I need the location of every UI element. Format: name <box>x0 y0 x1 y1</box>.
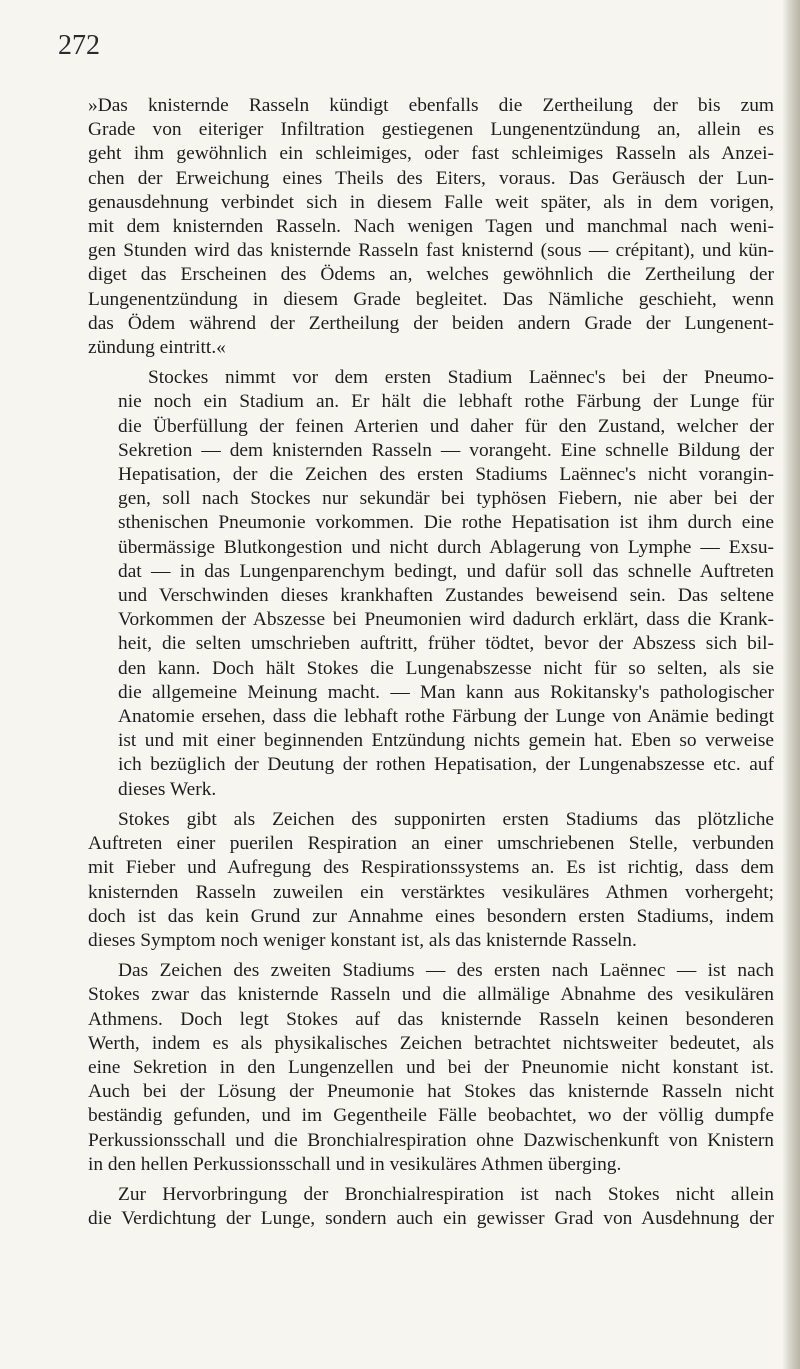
text-line: die allgemeine Meinung macht. — Man kann aus Rokitansky's pathologischer <box>118 681 774 703</box>
text-line: ich bezüglich der Deutung der rothen Hepatisation, der Lungenabszesse etc. auf <box>118 754 774 776</box>
text-line: eine Sekretion in den Lungenzellen und bei der Pneunomie nicht konstant ist. <box>88 1056 774 1078</box>
text-line: Hepatisation, der die Zeichen des ersten Stadiums Laënnec's nicht vorangin- <box>118 464 774 486</box>
text-line: Zur Hervorbringung der Bronchialrespiration ist nach Stokes nicht allein <box>118 1183 774 1205</box>
body-text <box>88 94 774 1231</box>
text-line: mit dem knisternden Rasseln. Nach wenigen Tagen und manchmal nach weni- <box>88 216 774 238</box>
text-line: geht ihm gewöhnlich ein schleimiges, oder fast schleimiges Rasseln als Anzei- <box>88 143 774 165</box>
paragraph-stockes <box>88 366 774 802</box>
text-line: doch ist das kein Grund zur Annahme eines besondern ersten Stadiums, indem <box>88 905 774 927</box>
text-line: Vorkommen der Abszesse bei Pneumonien wird dadurch erklärt, dass die Krank- <box>118 609 774 631</box>
text-line: gen Stunden wird das knisternde Rasseln fast knisternd (sous — crépitant), und kün- <box>88 240 774 262</box>
text-line: mit Fieber und Aufregung des Respirationssystems an. Es ist richtig, dass dem <box>88 857 774 879</box>
text-line: dieses Symptom noch weniger konstant ist, als das knisternde Rasseln. <box>88 929 637 951</box>
paragraph-stokes-first-stage <box>88 808 774 953</box>
text-line: Sekretion — dem knisternden Rasseln — vorangeht. Eine schnelle Bildung der <box>118 439 774 461</box>
text-line: in den hellen Perkussionsschall und in vesikuläres Athmen überging. <box>88 1153 622 1175</box>
text-line: dat — in das Lungenparenchym bedingt, und dafür soll das schnelle Auftreten <box>118 560 774 582</box>
text-line: zündung eintritt.« <box>88 337 226 359</box>
text-line: die Überfüllung der feinen Arterien und daher für den Zustand, welcher der <box>118 415 774 437</box>
text-line: dieses Werk. <box>118 778 217 800</box>
text-line: Stockes nimmt vor dem ersten Stadium Laënnec's bei der Pneumo- <box>148 367 774 389</box>
paragraph-quote <box>88 94 774 360</box>
text-line: Auftreten einer puerilen Respiration an einer umschriebenen Stelle, verbunden <box>88 833 774 855</box>
text-line: »Das knisternde Rasseln kündigt ebenfalls die Zertheilung der bis zum <box>88 95 774 116</box>
text-line: sthenischen Pneumonie vorkommen. Die rothe Hepatisation ist ihm durch eine <box>118 512 774 534</box>
text-line: die Verdichtung der Lunge, sondern auch ein gewisser Grad von Ausdehnung der <box>88 1208 774 1230</box>
text-line: und Verschwinden dieses krankhaften Zustandes beweisend sein. Das seltene <box>118 585 774 607</box>
text-line: Auch bei der Lösung der Pneumonie hat Stokes das knisternde Rasseln nicht <box>88 1081 774 1103</box>
text-line: knisternden Rasseln zuweilen ein verstärktes vesikuläres Athmen vorhergeht; <box>88 881 774 903</box>
paragraph-second-stage <box>88 959 774 1177</box>
text-line: das Ödem während der Zertheilung der beiden andern Grade der Lungenent- <box>88 312 774 334</box>
text-line: den kann. Doch hält Stokes die Lungenabszesse nicht für so selten, als sie <box>118 657 774 679</box>
text-line: Stokes zwar das knisternde Rasseln und die allmälige Abnahme des vesikulären <box>88 984 774 1006</box>
text-line: heit, die selten umschrieben auftritt, früher tödtet, bevor der Abszess sich bil- <box>118 633 774 655</box>
text-line: diget das Erscheinen des Ödems an, welches gewöhnlich die Zertheilung der <box>88 264 774 286</box>
text-line: nie noch ein Stadium an. Er hält die lebhaft rothe Färbung der Lunge für <box>118 391 774 413</box>
text-line: ist und mit einer beginnenden Entzündung nichts gemein hat. Eben so verweise <box>118 730 774 752</box>
page-edge-shadow <box>782 0 800 1369</box>
page-number: 272 <box>58 30 100 61</box>
text-line: übermässige Blutkongestion und nicht durch Ablagerung von Lymphe — Exsu- <box>118 536 774 558</box>
text-line: Lungenentzündung in diesem Grade begleitet. Das Nämliche geschieht, wenn <box>88 288 774 310</box>
text-line: genausdehnung verbindet sich in diesem Falle weit später, als in dem vorigen, <box>88 191 774 213</box>
text-line: beständig gefunden, und im Gegentheile Fälle beobachtet, wo der völlig dumpfe <box>88 1105 774 1127</box>
text-line: Perkussionsschall und die Bronchialrespiration ohne Dazwischenkunft von Knistern <box>88 1129 774 1151</box>
text-line: chen der Erweichung eines Theils des Eiters, voraus. Das Geräusch der Lun- <box>88 167 774 189</box>
text-line: Werth, indem es als physikalisches Zeichen betrachtet nichtsweiter bedeutet, als <box>88 1032 774 1054</box>
text-line: Das Zeichen des zweiten Stadiums — des ersten nach Laënnec — ist nach <box>118 960 774 982</box>
text-line: Stokes gibt als Zeichen des supponirten ersten Stadiums das plötzliche <box>118 808 774 830</box>
text-line: gen, soll nach Stockes nur sekundär bei typhösen Fiebern, nie aber bei der <box>118 488 774 510</box>
text-line: Anatomie ersehen, dass die lebhaft rothe Färbung der Lunge von Anämie bedingt <box>118 706 774 728</box>
paragraph-bronchial-respiration <box>88 1183 774 1231</box>
text-line: Grade von eiteriger Infiltration gestiegenen Lungenentzündung an, allein es <box>88 119 774 141</box>
text-line: Athmens. Doch legt Stokes auf das knisternde Rasseln keinen besonderen <box>88 1008 774 1030</box>
